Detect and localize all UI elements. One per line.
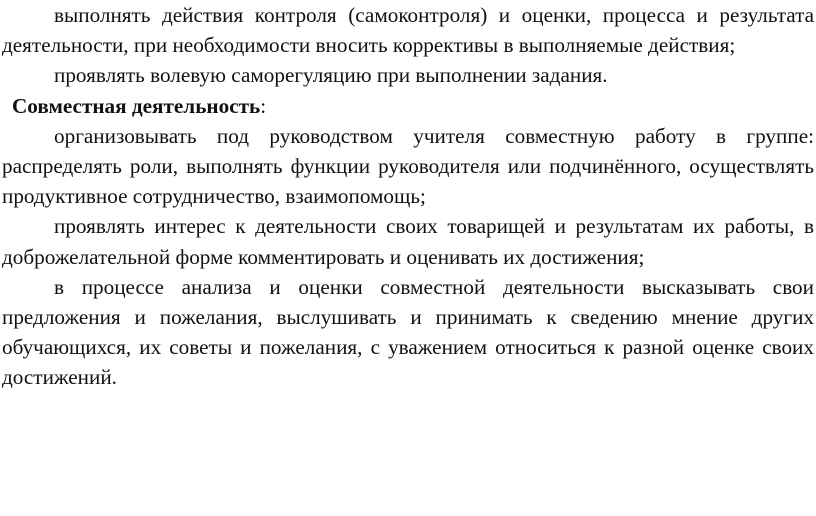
- paragraph-interest: проявлять интерес к деятельности своих товарищей и результатам их работы, в доброжелательной форме комментировать и оценивать их достижения;: [2, 214, 814, 269]
- section-colon: :: [260, 93, 267, 118]
- section-title: Совместная деятельность: [12, 93, 261, 118]
- paragraph-evaluation: в процессе анализа и оценки совместной деятельности высказывать свои предложения и пожелания, выслушивать и принимать к сведению мнение других обучающихся, их советы и пожелания, с уважением относиться к разной оценке своих достижений.: [2, 274, 814, 390]
- paragraph-self-control: выполнять действия контроля (самоконтроля) и оценки, процесса и результата деятельности, при необходимости вносить коррективы в выполняемые действия;: [2, 3, 814, 58]
- section-heading: [2, 91, 814, 121]
- paragraph-self-regulation: проявлять волевую саморегуляцию при выполнении задания.: [54, 63, 608, 88]
- paragraph-group-work: организовывать под руководством учителя совместную работу в группе: распределять роли, выполнять функции руководителя или подчинённого, осуществлять продуктивное сотрудничество, взаимопомощь;: [2, 123, 814, 209]
